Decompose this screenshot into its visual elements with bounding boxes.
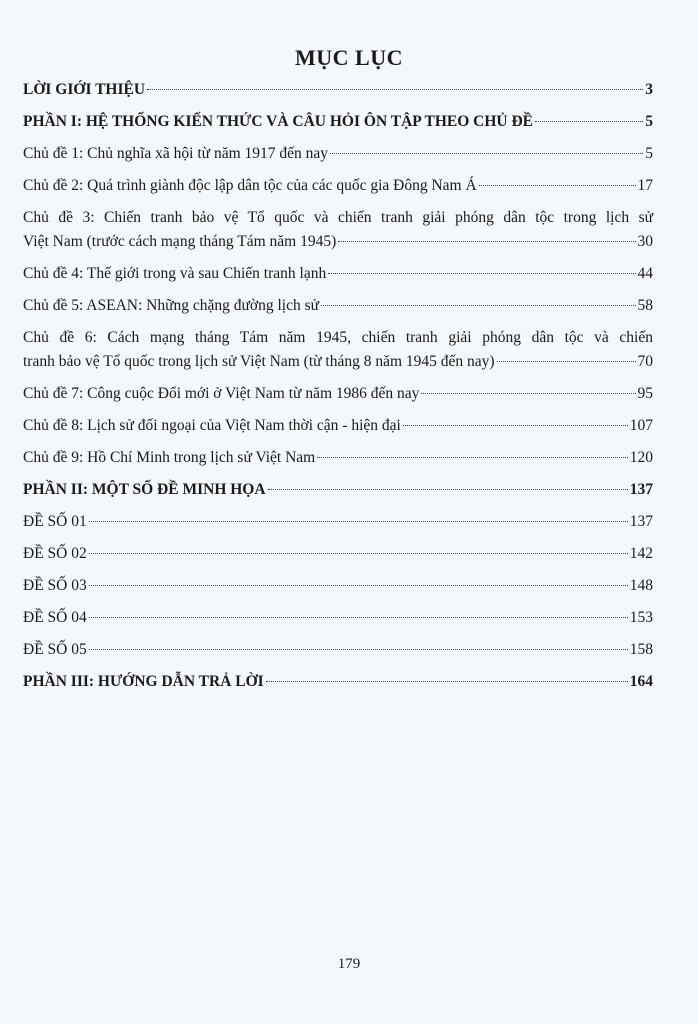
toc-entry-page: 70 <box>637 353 653 370</box>
dot-leader <box>421 392 635 394</box>
toc-entry-row <box>23 262 653 286</box>
toc-entry-page: 137 <box>629 481 653 498</box>
toc-entry-row <box>23 294 653 318</box>
toc-entry-page: 158 <box>629 641 653 658</box>
toc-entry-page: 44 <box>637 265 653 282</box>
page-title: MỤC LỤC <box>295 45 403 70</box>
toc-entry <box>23 110 653 134</box>
toc-entry-title: Chủ đề 5: ASEAN: Những chặng đường lịch sử <box>23 297 320 314</box>
toc-entry <box>23 478 653 502</box>
toc-entry-title: PHẦN II: MỘT SỐ ĐỀ MINH HỌA <box>23 481 266 498</box>
toc-entry-row <box>23 174 653 198</box>
toc-entry-page: 148 <box>629 577 653 594</box>
dot-leader <box>147 88 643 90</box>
toc-entry-row <box>23 638 653 662</box>
dot-leader <box>321 304 635 306</box>
toc-entry-page: 142 <box>629 545 653 562</box>
toc-entry-row <box>23 382 653 406</box>
toc-entry-title: Chủ đề 1: Chủ nghĩa xã hội từ năm 1917 đến nay <box>23 145 329 162</box>
dot-leader <box>497 360 636 362</box>
toc-entry-row <box>23 574 653 598</box>
toc-entry-title: Chủ đề 2: Quá trình giành độc lập dân tộc của các quốc gia Đông Nam Á <box>23 177 477 194</box>
toc-entry-row <box>23 414 653 438</box>
toc-entry-page: 30 <box>637 233 653 250</box>
toc-entry-row <box>23 510 653 534</box>
toc-entry-page: 17 <box>637 177 653 194</box>
toc-entry-row <box>23 542 653 566</box>
dot-leader <box>89 552 628 554</box>
dot-leader <box>479 184 636 186</box>
dot-leader <box>328 272 635 274</box>
toc-entry-title: ĐỀ SỐ 03 <box>23 577 87 594</box>
dot-leader <box>266 680 628 682</box>
dot-leader <box>89 648 628 650</box>
toc-entry-page: 137 <box>629 513 653 530</box>
dot-leader <box>89 520 628 522</box>
toc-entry-title-line: Chủ đề 3: Chiến tranh bảo vệ Tổ quốc và chiến tranh giải phóng dân tộc trong lịch sử <box>23 209 653 226</box>
toc-entry-title: ĐỀ SỐ 04 <box>23 609 87 626</box>
toc-entry <box>23 174 653 198</box>
dot-leader <box>89 616 628 618</box>
toc-entry-row <box>23 350 653 374</box>
toc-entry-page: 107 <box>629 417 653 434</box>
toc-entry-title: ĐỀ SỐ 02 <box>23 545 87 562</box>
toc-entry <box>23 446 653 470</box>
dot-leader <box>89 584 628 586</box>
toc-entry-row <box>23 230 653 254</box>
toc-entry-title: LỜI GIỚI THIỆU <box>23 81 146 98</box>
toc-entry-title: Việt Nam (trước cách mạng tháng Tám năm 1945) <box>23 233 337 250</box>
toc-entry <box>23 670 653 694</box>
toc-entry-row <box>23 670 653 694</box>
toc-entry <box>23 638 653 662</box>
toc-entry-page: 95 <box>637 385 653 402</box>
dot-leader <box>338 240 635 242</box>
toc-entry-title: ĐỀ SỐ 05 <box>23 641 87 658</box>
dot-leader <box>268 488 628 490</box>
toc-entry <box>23 326 653 374</box>
toc-entry-title: ĐỀ SỐ 01 <box>23 513 87 530</box>
toc-entry <box>23 382 653 406</box>
toc-entry-page: 164 <box>629 673 653 690</box>
dot-leader <box>403 424 628 426</box>
toc-entry-row <box>23 606 653 630</box>
toc-entry <box>23 574 653 598</box>
toc-entry <box>23 414 653 438</box>
dot-leader <box>330 152 643 154</box>
toc-entry-page: 3 <box>645 81 653 98</box>
toc-entry-page: 5 <box>645 145 653 162</box>
dot-leader <box>535 120 643 122</box>
toc-entry-page: 58 <box>637 297 653 314</box>
toc-entry-title: Chủ đề 9: Hồ Chí Minh trong lịch sử Việt Nam <box>23 449 316 466</box>
toc-entry-title: tranh bảo vệ Tổ quốc trong lịch sử Việt Nam (từ tháng 8 năm 1945 đến nay) <box>23 353 495 370</box>
toc-entry <box>23 542 653 566</box>
toc-entry <box>23 606 653 630</box>
toc-entry-title: PHẦN I: HỆ THỐNG KIẾN THỨC VÀ CÂU HỎI ÔN TẬP THEO CHỦ ĐỀ <box>23 113 533 130</box>
toc-entry-title-line: Chủ đề 6: Cách mạng tháng Tám năm 1945, chiến tranh giải phóng dân tộc và chiến <box>23 329 653 346</box>
toc-entry-row <box>23 478 653 502</box>
toc-entry <box>23 294 653 318</box>
toc-entry-row <box>23 446 653 470</box>
toc-entry-title: PHẦN III: HƯỚNG DẪN TRẢ LỜI <box>23 673 264 690</box>
dot-leader <box>317 456 628 458</box>
toc-entry <box>23 510 653 534</box>
toc-entry <box>23 142 653 166</box>
toc-entry-row <box>23 78 653 102</box>
toc-entry-title: Chủ đề 8: Lịch sử đối ngoại của Việt Nam thời cận - hiện đại <box>23 417 401 434</box>
toc-entry-title: Chủ đề 7: Công cuộc Đổi mới ở Việt Nam từ năm 1986 đến nay <box>23 385 420 402</box>
toc-entry-row <box>23 110 653 134</box>
toc-entry <box>23 262 653 286</box>
toc-entry <box>23 206 653 254</box>
toc-entry-title: Chủ đề 4: Thế giới trong và sau Chiến tranh lạnh <box>23 265 327 282</box>
table-of-contents <box>23 78 653 702</box>
toc-entry-page: 120 <box>629 449 653 466</box>
toc-entry <box>23 78 653 102</box>
toc-entry-page: 153 <box>629 609 653 626</box>
toc-entry-row <box>23 142 653 166</box>
toc-entry-page: 5 <box>645 113 653 130</box>
page-number: 179 <box>337 956 361 972</box>
